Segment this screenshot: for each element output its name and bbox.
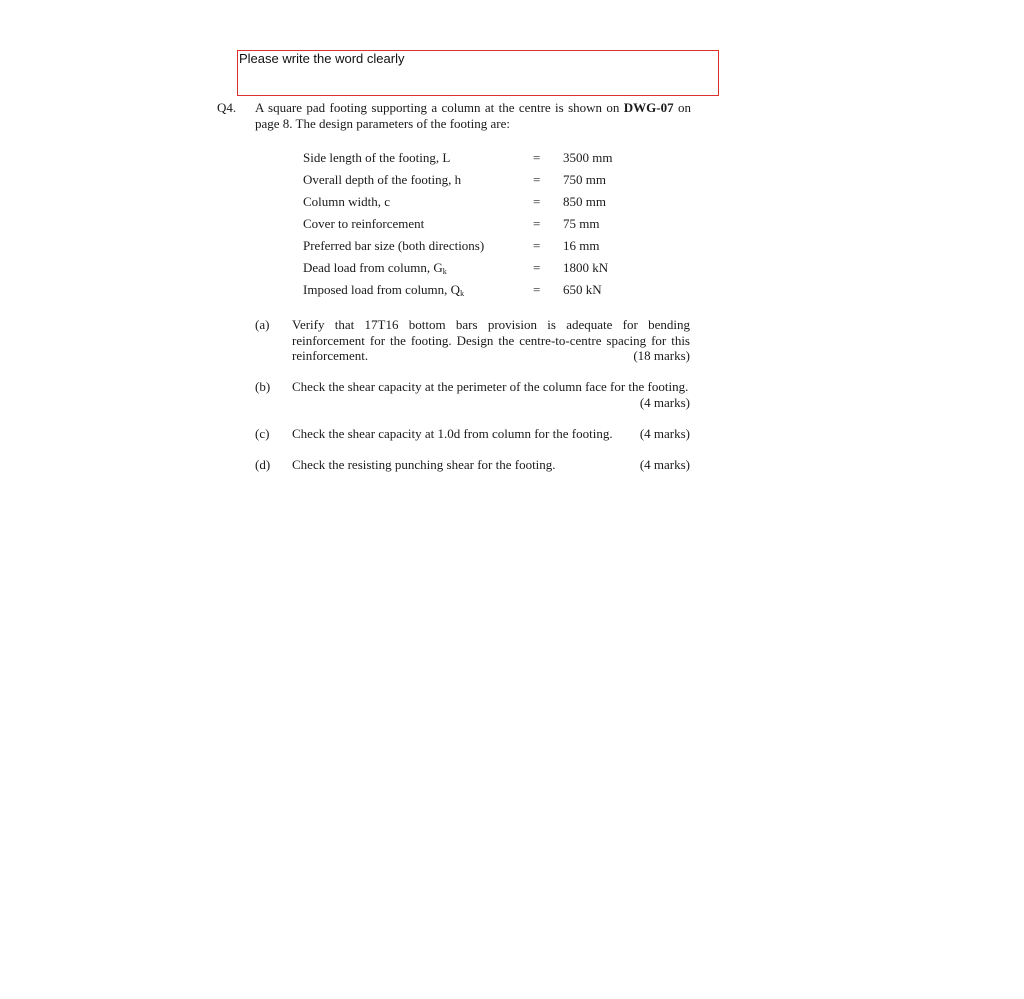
parameter-label: Preferred bar size (both directions) [303,238,485,253]
question-part-a [255,317,690,365]
equals-sign: = [533,260,541,275]
question-part-c [255,426,690,442]
part-marks: (4 marks) [639,426,690,441]
equals-sign: = [533,194,541,209]
question-intro [255,100,691,132]
parameter-label: Overall depth of the footing, h [303,172,462,187]
parameter-value: 1800 kN [563,260,609,275]
part-letter: (c) [255,426,270,441]
parameter-label: Dead load from column, $G_k$ [303,260,447,276]
answer-prompt: Please write the word clearly [239,51,405,66]
part-marks: (4 marks) [639,457,690,472]
drawing-reference: DWG-07 [623,100,674,115]
parameter-label: Cover to reinforcement [303,216,425,231]
equals-sign: = [533,216,541,231]
parameter-value: 16 mm [563,238,600,253]
question-part-d [255,457,690,473]
question-part-b [255,379,690,411]
parameter-value: 650 kN [563,282,602,297]
parameter-label: Side length of the footing, L [303,150,451,165]
part-text: Check the shear capacity at the perimeter of the column face for the footing. [292,379,689,394]
part-marks: (4 marks) [639,395,690,410]
parameter-label: Imposed load from column, $Q_k$ [303,282,465,298]
parameter-value: 850 mm [563,194,606,209]
equals-sign: = [533,238,541,253]
part-marks: (18 marks) [633,348,690,363]
equals-sign: = [533,282,541,297]
intro-text-start: A square pad footing supporting a column at the centre is shown on [255,100,624,115]
parameter-value: 750 mm [563,172,606,187]
parameter-value: 75 mm [563,216,600,231]
part-text: Check the resisting punching shear for the footing. [292,457,556,472]
parameter-label: Column width, c [303,194,391,209]
equals-sign: = [533,172,541,187]
part-letter: (d) [255,457,271,472]
question-number: Q4. [217,100,237,115]
answer-box[interactable] [237,50,719,96]
part-text: Check the shear capacity at 1.0d from column for the footing. [292,426,613,441]
intro-text-end: on page 8. The design parameters of the footing are: [255,100,691,131]
parameter-value: 3500 mm [563,150,613,165]
part-letter: (a) [255,317,270,332]
equals-sign: = [533,150,541,165]
part-letter: (b) [255,379,271,394]
part-text: Verify that 17T16 bottom bars provision is adequate for bending reinforcement for the footing. Design the centre-to-centre spacing for this reinforcement. [292,317,690,363]
